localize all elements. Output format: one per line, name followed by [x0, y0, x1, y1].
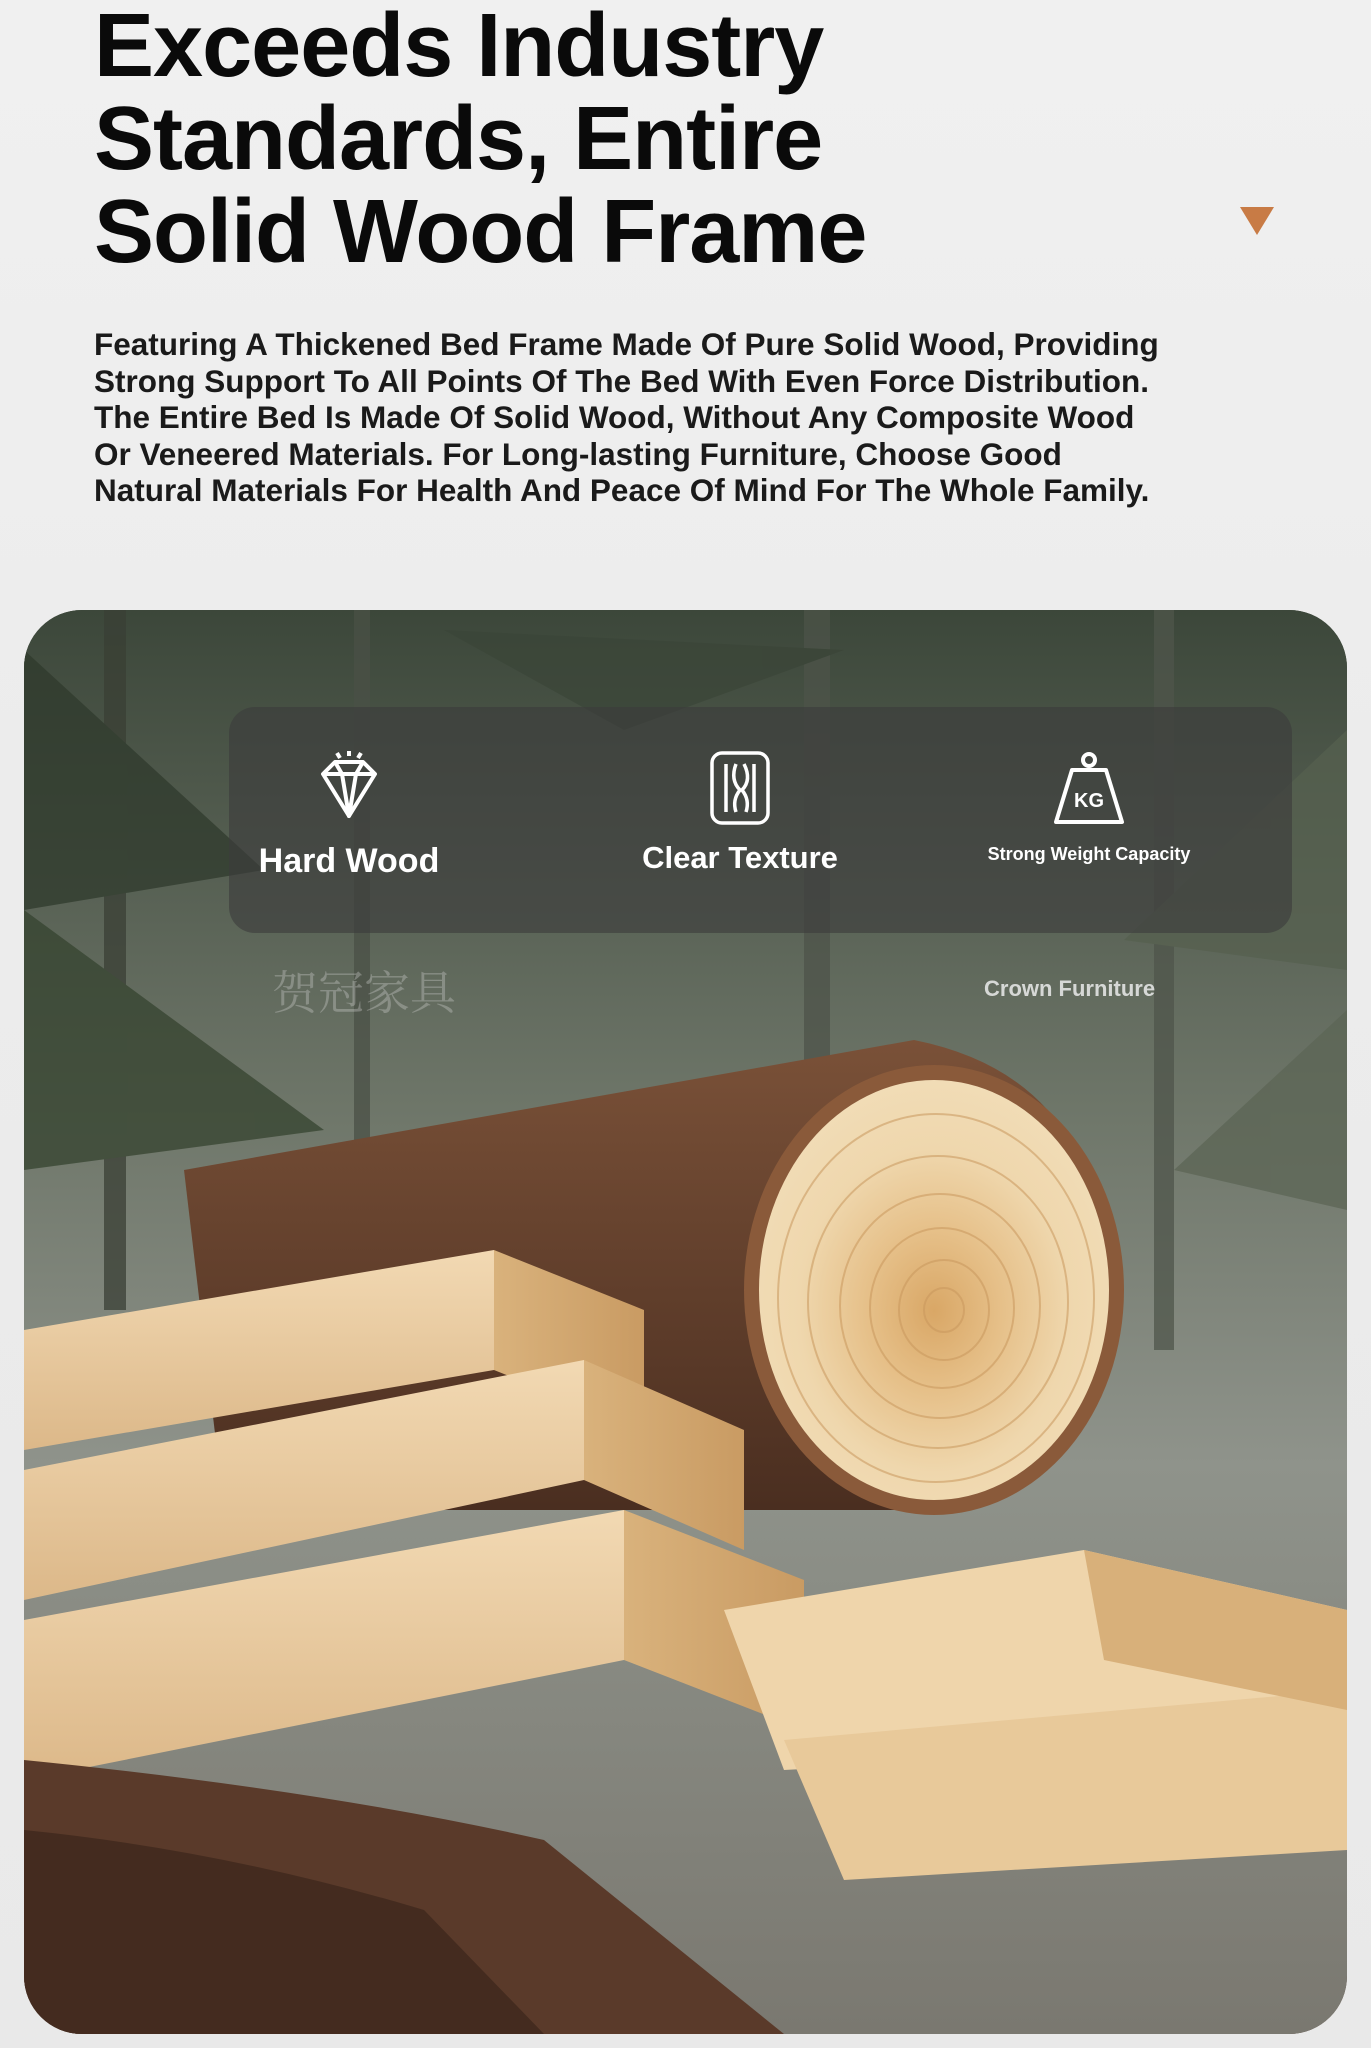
- description-line-1: Featuring A Thickened Bed Frame Made Of Pure Solid Wood, Providing: [94, 326, 1159, 362]
- headline: [94, 0, 994, 282]
- feature-label-clear-texture: Clear Texture: [642, 840, 838, 875]
- feature-label-strong-weight-capacity: Strong Weight Capacity: [987, 844, 1191, 864]
- kg-icon-text: KG: [1074, 790, 1104, 812]
- diamond-icon: [309, 750, 389, 824]
- headline-line-2: Standards, Entire: [94, 89, 823, 189]
- product-description: [94, 326, 1214, 509]
- triangle-down-icon: [1240, 207, 1274, 235]
- feature-hard-wood: [219, 750, 479, 881]
- feature-strong-weight-capacity: [939, 750, 1239, 865]
- description-line-2: Strong Support To All Points Of The Bed With Even Force Distribution.: [94, 362, 1149, 399]
- headline-line-3: Solid Wood Frame: [94, 182, 867, 282]
- feature-label-hard-wood: Hard Wood: [258, 842, 440, 880]
- description-line-3: The Entire Bed Is Made Of Solid Wood, Without Any Composite Wood: [94, 399, 1135, 435]
- brand-watermark-english: Crown Furniture: [984, 976, 1156, 1001]
- kg-weight-icon: [1052, 750, 1126, 828]
- feature-clear-texture: [590, 750, 890, 876]
- description-line-5: Natural Materials For Health And Peace Of Mind For The Whole Family.: [94, 472, 1150, 508]
- wood-grain-icon: [708, 750, 772, 826]
- wood-lumber-photo: [24, 610, 1347, 2034]
- headline-line-1: Exceeds Industry: [94, 0, 824, 96]
- description-line-4: Or Veneered Materials. For Long-lasting Furniture, Choose Good: [94, 435, 1062, 472]
- brand-watermark-chinese: 贺冠家具: [272, 966, 456, 1020]
